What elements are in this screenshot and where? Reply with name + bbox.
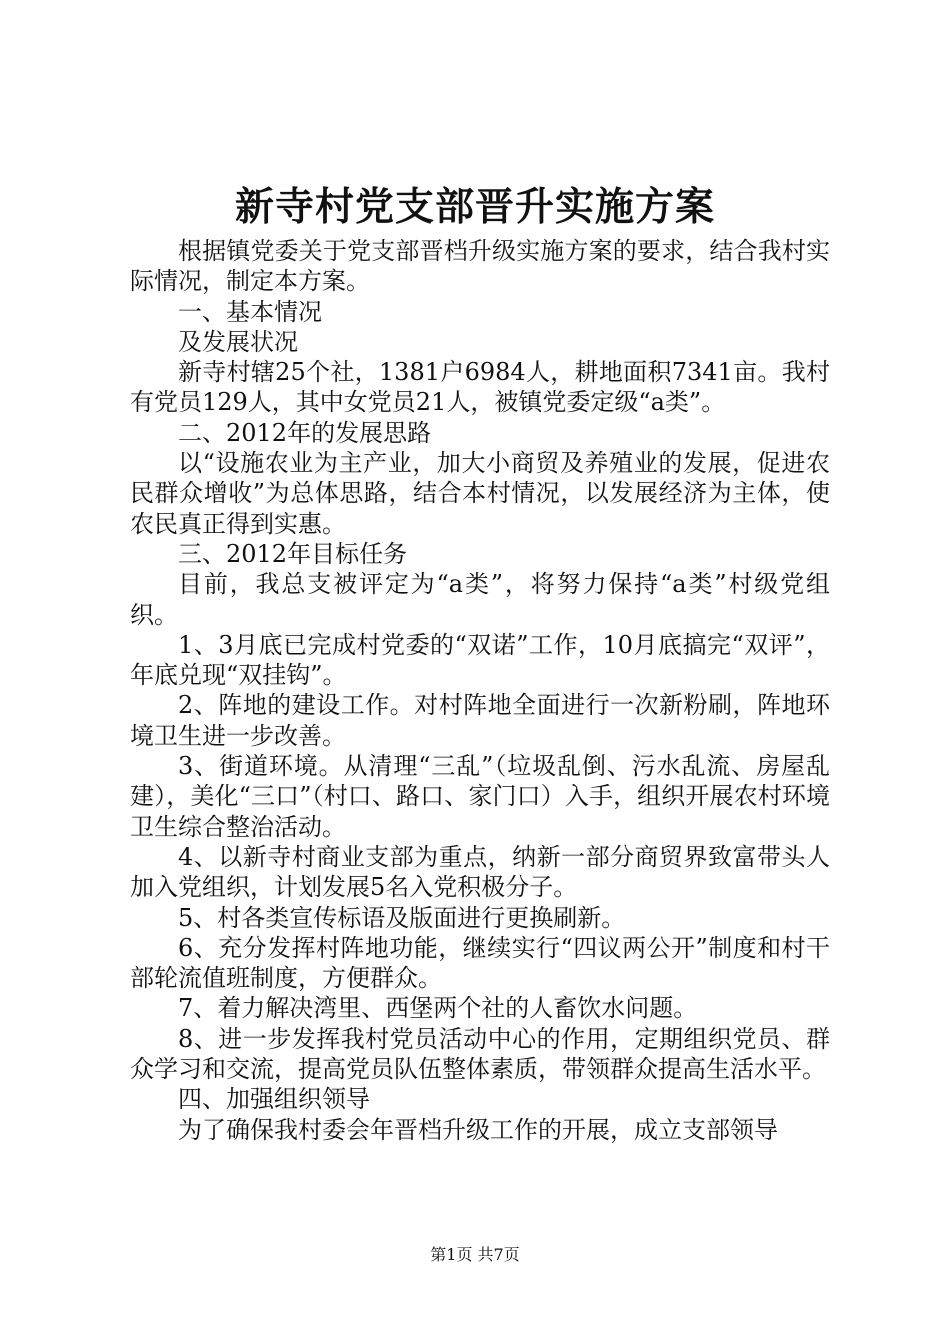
document-title: 新寺村党支部晋升实施方案 [234,184,715,230]
section-heading-organization: 四、加强组织领导 [178,1085,370,1114]
task-item-5: 5、村各类宣传标语及版面进行更换刷新。 [178,903,626,932]
section-heading-development-ideas: 二、2012年的发展思路 [178,418,432,447]
page-number-footer: 第1页 共7页 [430,1245,520,1264]
task-item-6: 6、充分发挥村阵地功能，继续实行“四议两公开”制度和村干部轮流值班制度，方便群众。 [130,933,830,993]
task-item-7: 7、着力解决湾里、西堡两个社的人畜饮水问题。 [178,994,698,1023]
task-item-3: 3、街道环境。从清理“三乱”（垃圾乱倒、污水乱流、房屋乱建），美化“三口”（村口、路口、家门口）入手，组织开展农村环境卫生综合整治活动。 [130,752,830,841]
intro-paragraph: 根据镇党委关于党支部晋档升级实施方案的要求，结合我村实际情况，制定本方案。 [130,237,830,296]
task-item-2: 2、阵地的建设工作。对村阵地全面进行一次新粉刷，阵地环境卫生进一步改善。 [130,691,830,750]
task-item-8: 8、进一步发挥我村党员活动中心的作用，定期组织党员、群众学习和交流，提高党员队伍整体素质，带领群众提高生活水平。 [130,1024,830,1084]
task-item-1: 1、3月底已完成村党委的“双诺”工作，10月底搞完“双评”，年底兑现“双挂钩”。 [130,630,830,690]
section-heading-target-tasks: 三、2012年目标任务 [178,539,408,568]
organization-paragraph: 为了确保我村委会年晋档升级工作的开展，成立支部领导 [178,1115,778,1144]
village-stats-paragraph: 新寺村辖25个社，1381户6984人，耕地面积7341亩。我村有党员129人，其中女党员21人，被镇党委定级“a类”。 [130,358,830,417]
subheading-development-status: 及发展状况 [178,327,298,356]
target-tasks-paragraph: 目前，我总支被评定为“a类”，将努力保持“a类”村级党组织。 [130,570,830,629]
document-body [130,236,830,1145]
development-ideas-paragraph: 以“设施农业为主产业，加大小商贸及养殖业的发展，促进农民群众增收”为总体思路，结合本村情况，以发展经济为主体，使农民真正得到实惠。 [130,449,830,538]
section-heading-basic-situation: 一、基本情况 [178,297,322,326]
task-item-4: 4、以新寺村商业支部为重点，纳新一部分商贸界致富带头人加入党组织，计划发展5名入党积极分子。 [130,842,830,902]
